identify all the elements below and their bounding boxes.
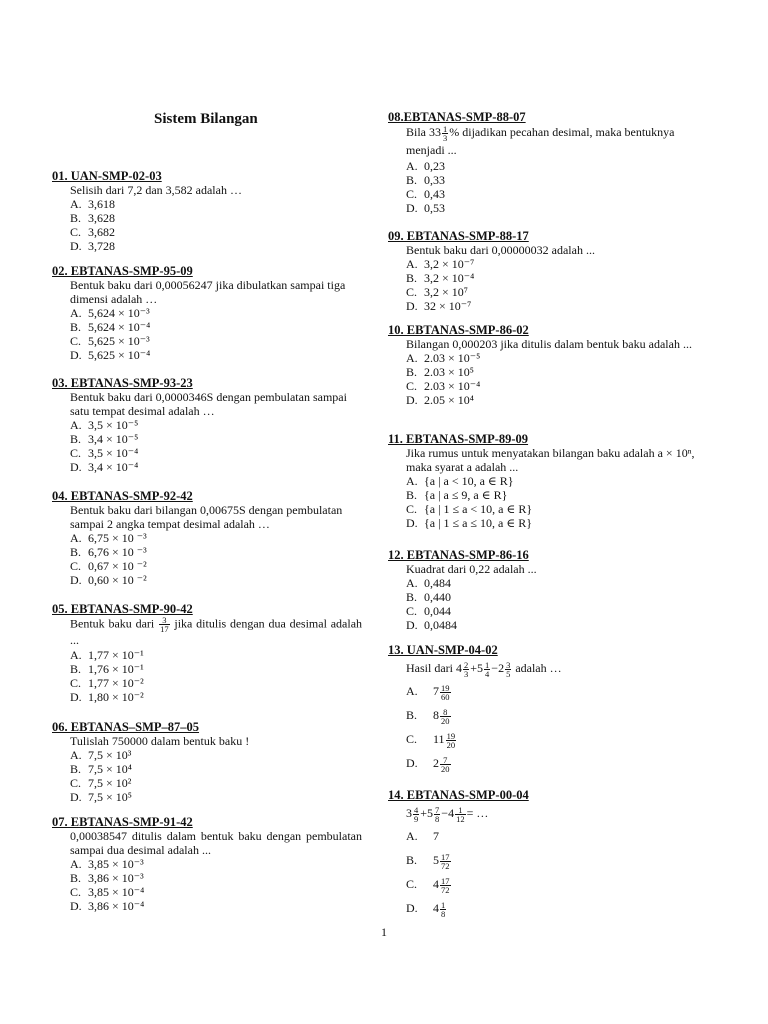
answer-option — [388, 474, 700, 488]
option-letter: C. — [406, 285, 418, 299]
option-letter: C. — [406, 379, 418, 393]
question-14 — [388, 788, 700, 920]
option-letter: D. — [70, 690, 82, 704]
answer-option — [388, 824, 700, 848]
fraction-denominator: 4 — [485, 668, 490, 679]
answer-option — [388, 848, 700, 872]
answer-option — [388, 590, 700, 604]
answer-option — [388, 159, 700, 173]
answer-option — [388, 872, 700, 896]
option-list — [52, 418, 362, 474]
option-value: 0,044 — [424, 604, 451, 618]
option-letter: C. — [70, 885, 82, 899]
fraction — [434, 806, 440, 823]
option-whole-number: 11 — [433, 732, 445, 746]
answer-option — [52, 690, 362, 704]
option-letter: A. — [70, 748, 82, 762]
option-value: 7,5 × 10⁴ — [88, 762, 132, 776]
answer-option — [52, 446, 362, 460]
fraction-numerator: 17 — [441, 875, 450, 886]
option-letter: C. — [70, 559, 82, 573]
option-letter: C. — [406, 502, 418, 516]
question-text-after: % dijadikan pecahan desimal, maka bentuknya menjadi ... — [406, 125, 675, 157]
option-letter: D. — [70, 348, 82, 362]
option-value: 3,4 × 10⁻⁵ — [88, 432, 139, 446]
option-value: 6,75 × 10 ⁻³ — [88, 531, 147, 545]
option-value: 0,53 — [424, 200, 445, 215]
question-header: 07. EBTANAS-SMP-91-42 — [52, 815, 193, 829]
answer-option — [52, 545, 362, 559]
option-letter: B. — [406, 590, 418, 604]
question-header: 05. EBTANAS-SMP-90-42 — [52, 602, 193, 616]
answer-option — [52, 334, 362, 348]
answer-option — [52, 320, 362, 334]
fraction-denominator: 5 — [506, 668, 511, 679]
option-letter: B. — [70, 545, 82, 559]
question-header: 13. UAN-SMP-04-02 — [388, 643, 498, 657]
question-header: 02. EBTANAS-SMP-95-09 — [52, 264, 193, 278]
fraction-numerator: 2 — [464, 659, 469, 670]
fraction-numerator: 8 — [440, 708, 451, 717]
option-letter: C. — [70, 225, 82, 239]
fraction — [159, 616, 170, 633]
question-text: Bentuk baku dari bilangan 0,00675S dengan pembulatan sampai 2 angka tempat desimal adalah … — [70, 503, 343, 531]
answer-option — [52, 460, 362, 474]
option-letter: D. — [70, 239, 82, 253]
fraction-denominator: 9 — [414, 813, 419, 824]
option-letter: B. — [406, 365, 418, 379]
question-text — [388, 802, 700, 824]
option-value: 3,2 × 10⁻⁴ — [424, 271, 475, 285]
math-operator: − — [441, 806, 449, 820]
question-header: 14. EBTANAS-SMP-00-04 — [388, 788, 529, 802]
question-text: Selisih dari 7,2 dan 3,582 adalah … — [70, 183, 242, 197]
option-value: 0,484 — [424, 576, 451, 590]
fraction-denominator: 72 — [441, 884, 450, 895]
option-letter: B. — [70, 432, 82, 446]
option-value: {a | a < 10, a ∈ R} — [424, 474, 514, 488]
fraction-numerator: 19 — [441, 682, 450, 693]
option-letter: D. — [406, 200, 418, 215]
question-header: 03. EBTANAS-SMP-93-23 — [52, 376, 193, 390]
option-list — [52, 857, 362, 913]
option-letter: A. — [406, 257, 418, 271]
mixed-number-whole: 4 — [456, 661, 462, 675]
answer-option — [52, 899, 362, 913]
option-letter: D. — [406, 756, 418, 770]
option-value: 5,625 × 10⁻³ — [88, 334, 150, 348]
fraction-numerator: 7 — [435, 804, 440, 815]
option-letter: A. — [70, 857, 82, 871]
fraction-denominator: 3 — [464, 668, 469, 679]
question-header: 08.EBTANAS-SMP-88-07 — [388, 110, 526, 124]
answer-option — [52, 871, 362, 885]
fraction — [440, 756, 451, 773]
option-letter: D. — [70, 460, 82, 474]
option-list — [52, 531, 362, 587]
option-letter: C. — [406, 732, 418, 746]
fraction-denominator: 3 — [443, 132, 448, 143]
option-letter: A. — [406, 474, 418, 488]
option-list — [388, 474, 700, 530]
option-letter: D. — [70, 899, 82, 913]
fraction-numerator: 3 — [506, 659, 511, 670]
answer-option — [388, 285, 700, 299]
option-value: 3,85 × 10⁻⁴ — [88, 885, 145, 899]
option-list — [388, 257, 700, 313]
answer-option — [388, 379, 700, 393]
option-value: 2.03 × 10⁻⁴ — [424, 379, 481, 393]
question-text-after: adalah … — [515, 661, 562, 675]
question-header: 06. EBTANAS–SMP–87–05 — [52, 720, 200, 734]
answer-option — [388, 393, 700, 407]
math-operator: + — [470, 661, 478, 675]
option-letter: C. — [70, 334, 82, 348]
fraction-numerator: 1 — [443, 123, 448, 134]
option-letter: B. — [406, 172, 418, 187]
answer-option — [52, 418, 362, 432]
answer-option — [388, 896, 700, 920]
option-value: 1,76 × 10⁻¹ — [88, 662, 144, 676]
answer-option — [52, 748, 362, 762]
fraction — [413, 806, 419, 823]
fraction — [484, 661, 490, 678]
fraction-denominator: 8 — [441, 908, 446, 919]
option-letter: B. — [406, 708, 418, 722]
fraction-numerator: 1 — [441, 899, 446, 910]
answer-option — [52, 348, 362, 362]
question-header: 04. EBTANAS-SMP-92-42 — [52, 489, 193, 503]
option-value: 3,618 — [88, 197, 115, 211]
answer-option — [52, 531, 362, 545]
answer-option — [52, 197, 362, 211]
option-letter: C. — [406, 186, 418, 201]
math-operator: − — [491, 661, 499, 675]
fraction-denominator: 72 — [441, 860, 450, 871]
answer-option — [388, 703, 700, 727]
option-whole-number: 2 — [433, 756, 439, 770]
fraction-denominator: 8 — [435, 813, 440, 824]
fraction-denominator: 60 — [441, 691, 450, 702]
option-value: 0,23 — [424, 158, 445, 173]
option-letter: B. — [406, 488, 418, 502]
question-header: 11. EBTANAS-SMP-89-09 — [388, 432, 529, 446]
math-expression — [406, 804, 489, 824]
option-value: {a | 1 ≤ a ≤ 10, a ∈ R} — [424, 516, 532, 530]
option-letter: C. — [70, 676, 82, 690]
option-whole-number: 4 — [433, 901, 439, 915]
question-text-after: jika ditulis dengan dua desimal adalah ... — [70, 616, 363, 647]
fraction — [440, 708, 451, 725]
option-letter: A. — [70, 531, 82, 545]
answer-option — [52, 776, 362, 790]
answer-option — [52, 559, 362, 573]
option-value: 3,2 × 10⁻⁷ — [424, 257, 475, 271]
option-value: 3,85 × 10⁻³ — [88, 857, 144, 871]
option-value: 5,624 × 10⁻⁴ — [88, 320, 151, 334]
question-text: Jika rumus untuk menyatakan bilangan baku adalah a × 10ⁿ, maka syarat a adalah ... — [406, 446, 695, 474]
option-list — [52, 197, 362, 253]
question-text: Bentuk baku dari 0,00000032 adalah ... — [406, 243, 595, 257]
option-letter: B. — [70, 320, 82, 334]
fraction-numerator: 7 — [440, 756, 451, 765]
option-letter: A. — [406, 351, 418, 365]
fraction — [455, 806, 466, 823]
option-list — [388, 824, 700, 920]
fraction-numerator: 19 — [446, 730, 456, 741]
answer-option — [388, 271, 700, 285]
question-text: Bentuk baku dari 0,0000346S dengan pembulatan sampai satu tempat desimal adalah … — [70, 390, 347, 418]
option-list — [388, 576, 700, 632]
option-value: 2.03 × 10⁻⁵ — [424, 351, 481, 365]
answer-option — [388, 365, 700, 379]
fraction-numerator: 1 — [455, 806, 466, 815]
option-value: 3,2 × 10⁷ — [424, 285, 468, 299]
option-letter: A. — [406, 684, 418, 698]
option-value: 1,80 × 10⁻² — [88, 690, 144, 704]
option-letter: B. — [70, 762, 82, 776]
option-letter: B. — [406, 271, 418, 285]
option-list — [52, 748, 362, 804]
fraction-numerator: 1 — [485, 659, 490, 670]
option-value: 0,440 — [424, 590, 451, 604]
question-text: Kuadrat dari 0,22 adalah ... — [406, 562, 537, 576]
question-12 — [388, 548, 700, 632]
option-value: 0,33 — [424, 172, 445, 187]
question-03 — [52, 376, 362, 474]
option-value: {a | 1 ≤ a < 10, a ∈ R} — [424, 502, 533, 516]
answer-option — [52, 225, 362, 239]
option-value: 2.05 × 10⁴ — [424, 393, 474, 407]
option-letter: B. — [70, 871, 82, 885]
option-value: 3,4 × 10⁻⁴ — [88, 460, 139, 474]
option-value: 32 × 10⁻⁷ — [424, 299, 472, 313]
question-04 — [52, 489, 362, 587]
page-number: 1 — [381, 925, 387, 939]
fraction — [440, 901, 446, 918]
question-text: Tulislah 750000 dalam bentuk baku ! — [70, 734, 250, 748]
question-text: Bentuk baku dari 0,00056247 jika dibulatkan sampai tiga dimensi adalah … — [70, 278, 346, 306]
option-letter: D. — [406, 299, 418, 313]
answer-option — [388, 727, 700, 751]
answer-option — [52, 762, 362, 776]
option-whole-number: 7 — [433, 829, 439, 843]
question-02 — [52, 264, 362, 362]
question-text — [388, 657, 700, 679]
option-letter: B. — [70, 662, 82, 676]
answer-option — [388, 516, 700, 530]
answer-option — [388, 488, 700, 502]
question-text — [388, 124, 700, 159]
question-header: 10. EBTANAS-SMP-86-02 — [388, 323, 529, 337]
option-value: 7,5 × 10⁵ — [88, 790, 132, 804]
fraction-numerator: 17 — [441, 851, 450, 862]
option-value: 5,624 × 10⁻³ — [88, 306, 150, 320]
question-05 — [52, 602, 362, 704]
fraction-denominator: 20 — [441, 763, 450, 774]
option-value: 3,5 × 10⁻⁵ — [88, 418, 139, 432]
option-letter: A. — [70, 306, 82, 320]
option-letter: C. — [70, 776, 82, 790]
option-letter: A. — [70, 648, 82, 662]
fraction — [446, 732, 457, 749]
answer-option — [388, 351, 700, 365]
option-letter: B. — [406, 853, 418, 867]
option-letter: C. — [70, 446, 82, 460]
fraction-numerator: 3 — [159, 616, 170, 625]
question-text: 0,00038547 ditulis dalam bentuk baku dengan pembulatan sampai dua desimal adalah ... — [70, 829, 362, 857]
answer-option — [388, 618, 700, 632]
fraction-numerator: 4 — [414, 804, 419, 815]
question-text: Bilangan 0,000203 jika ditulis dalam bentuk baku adalah ... — [406, 337, 692, 351]
answer-option — [52, 306, 362, 320]
math-operator: + — [420, 806, 428, 820]
option-value: 3,682 — [88, 225, 115, 239]
option-value: 0,67 × 10 ⁻² — [88, 559, 147, 573]
fraction — [440, 684, 451, 701]
option-letter: D. — [70, 573, 82, 587]
mixed-number-whole: 3 — [406, 806, 412, 820]
answer-option — [388, 173, 700, 187]
option-letter: B. — [70, 211, 82, 225]
fraction — [440, 877, 451, 894]
question-13 — [388, 643, 700, 775]
answer-option — [52, 676, 362, 690]
option-list — [52, 306, 362, 362]
option-letter: A. — [406, 829, 418, 843]
mixed-number-whole: 2 — [498, 661, 505, 675]
answer-option — [52, 573, 362, 587]
question-01 — [52, 169, 362, 253]
mixed-number-whole: 4 — [448, 806, 455, 820]
answer-option — [52, 885, 362, 899]
option-value: 5,625 × 10⁻⁴ — [88, 348, 151, 362]
answer-option — [388, 576, 700, 590]
fraction-denominator: 20 — [446, 739, 456, 750]
option-value: 2.03 × 10⁵ — [424, 365, 474, 379]
option-value: 3,628 — [88, 211, 115, 225]
option-value: 3,86 × 10⁻³ — [88, 871, 144, 885]
answer-option — [388, 502, 700, 516]
question-08 — [388, 110, 700, 215]
option-whole-number: 4 — [433, 877, 439, 891]
question-header: 12. EBTANAS-SMP-86-16 — [388, 548, 529, 562]
option-whole-number: 8 — [433, 708, 439, 722]
option-value: 3,5 × 10⁻⁴ — [88, 446, 139, 460]
option-list — [388, 351, 700, 407]
answer-option — [52, 239, 362, 253]
option-value: 7,5 × 10² — [88, 776, 132, 790]
fraction-denominator: 20 — [441, 715, 450, 726]
question-06 — [52, 720, 362, 804]
question-10 — [388, 323, 700, 407]
option-value: 1,77 × 10⁻¹ — [88, 648, 144, 662]
option-list — [52, 648, 362, 704]
answer-option — [388, 201, 700, 215]
option-letter: A. — [406, 576, 418, 590]
answer-option — [52, 662, 362, 676]
question-header: 09. EBTANAS-SMP-88-17 — [388, 229, 529, 243]
option-value: 0,60 × 10 ⁻² — [88, 573, 147, 587]
option-letter: A. — [70, 418, 82, 432]
option-list — [388, 159, 700, 215]
option-letter: D. — [406, 516, 418, 530]
fraction — [442, 125, 448, 142]
option-letter: D. — [406, 901, 418, 915]
fraction-denominator: 17 — [160, 624, 169, 634]
answer-option — [388, 751, 700, 775]
option-value: 3,728 — [88, 239, 115, 253]
question-11 — [388, 432, 700, 530]
option-letter: C. — [406, 604, 418, 618]
option-value: 0,43 — [424, 186, 445, 201]
option-whole-number: 5 — [433, 853, 439, 867]
answer-option — [52, 211, 362, 225]
answer-option — [52, 857, 362, 871]
fraction — [505, 661, 511, 678]
fraction-denominator: 12 — [456, 813, 465, 824]
answer-option — [52, 790, 362, 804]
math-expression — [456, 659, 512, 679]
answer-option — [388, 299, 700, 313]
option-value: 1,77 × 10⁻² — [88, 676, 144, 690]
option-whole-number: 7 — [433, 684, 439, 698]
option-list — [388, 679, 700, 775]
option-letter: D. — [406, 618, 418, 632]
mixed-number-whole: 5 — [477, 661, 484, 675]
question-07 — [52, 815, 362, 913]
option-letter: D. — [70, 790, 82, 804]
answer-option — [52, 432, 362, 446]
option-value: 0,0484 — [424, 618, 457, 632]
answer-option — [52, 648, 362, 662]
option-letter: D. — [406, 393, 418, 407]
answer-option — [388, 257, 700, 271]
question-text-before: Bentuk baku dari — [70, 616, 155, 631]
option-letter: C. — [406, 877, 418, 891]
answer-option — [388, 679, 700, 703]
fraction — [440, 853, 451, 870]
option-letter: A. — [406, 158, 418, 173]
question-header: 01. UAN-SMP-02-03 — [52, 169, 162, 183]
answer-option — [388, 187, 700, 201]
question-text-before: Hasil dari — [406, 661, 453, 675]
document-title: Sistem Bilangan — [154, 111, 258, 127]
math-operator: = … — [466, 806, 489, 820]
option-value: 6,76 × 10 ⁻³ — [88, 545, 147, 559]
answer-option — [388, 604, 700, 618]
option-value: 3,86 × 10⁻⁴ — [88, 899, 145, 913]
question-text — [52, 616, 362, 648]
fraction — [463, 661, 469, 678]
option-value: 7,5 × 10³ — [88, 748, 132, 762]
mixed-number-whole: 5 — [427, 806, 434, 820]
question-text-before: Bila 33 — [406, 125, 441, 139]
question-09 — [388, 229, 700, 313]
option-value: {a | a ≤ 9, a ∈ R} — [424, 488, 508, 502]
option-letter: A. — [70, 197, 82, 211]
